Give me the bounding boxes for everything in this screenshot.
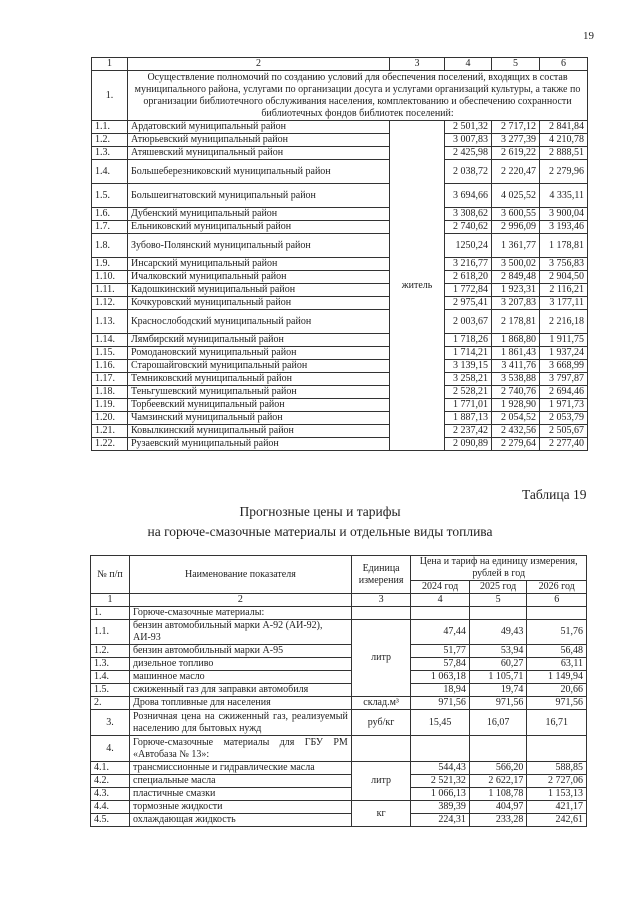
value-2025: 4 025,52 bbox=[492, 184, 540, 208]
table-number: Таблица 19 bbox=[522, 487, 587, 502]
table-row bbox=[92, 258, 588, 271]
value-2025: 60,27 bbox=[469, 658, 527, 671]
header-year: 2024 год bbox=[411, 581, 470, 594]
header-num: № п/п bbox=[91, 556, 130, 594]
value-2026: 2 727,06 bbox=[527, 775, 587, 788]
value-2024: 3 216,77 bbox=[445, 258, 492, 271]
value-2024: 1 718,26 bbox=[445, 334, 492, 347]
value-2026: 2 277,40 bbox=[540, 438, 588, 451]
table-row bbox=[92, 386, 588, 399]
row-name: Зубово-Полянский муниципальный район bbox=[128, 234, 390, 258]
row-name: Лямбирский муниципальный район bbox=[128, 334, 390, 347]
row-number: 1. bbox=[91, 607, 130, 620]
row-name: Теньгушевский муниципальный район bbox=[128, 386, 390, 399]
table-row bbox=[92, 347, 588, 360]
col-header: 5 bbox=[492, 58, 540, 71]
value-2024: 971,56 bbox=[411, 697, 470, 710]
value-2024: 1 714,21 bbox=[445, 347, 492, 360]
value-2025: 2 279,64 bbox=[492, 438, 540, 451]
table-subtitle: на горюче-смазочные материалы и отдельные виды топлива bbox=[147, 524, 493, 539]
value-2026: 1 971,73 bbox=[540, 399, 588, 412]
row-number: 1.1. bbox=[91, 620, 130, 645]
col-number: 5 bbox=[469, 594, 527, 607]
value-2026: 588,85 bbox=[527, 762, 587, 775]
value-2024: 389,39 bbox=[411, 801, 470, 814]
value-2026: 63,11 bbox=[527, 658, 587, 671]
table-row bbox=[92, 121, 588, 134]
value-2025: 2 432,56 bbox=[492, 425, 540, 438]
table-row bbox=[92, 360, 588, 373]
value-2024: 3 694,66 bbox=[445, 184, 492, 208]
value-2026: 421,17 bbox=[527, 801, 587, 814]
value-2025: 1 923,31 bbox=[492, 284, 540, 297]
fuel-prices-table bbox=[90, 555, 587, 827]
row-name: сжиженный газ для заправки автомобиля bbox=[130, 684, 352, 697]
row-name: Кадошкинский муниципальный район bbox=[128, 284, 390, 297]
value-2025: 566,20 bbox=[469, 762, 527, 775]
table-row bbox=[91, 684, 587, 697]
row-name: охлаждающая жидкость bbox=[130, 814, 352, 827]
row-name: Ельниковский муниципальный район bbox=[128, 221, 390, 234]
table-row bbox=[92, 284, 588, 297]
row-name: Краснослободский муниципальный район bbox=[128, 310, 390, 334]
row-number: 1.15. bbox=[92, 347, 128, 360]
row-name: Рузаевский муниципальный район bbox=[128, 438, 390, 451]
table-row bbox=[91, 620, 587, 645]
value-2026: 2 841,84 bbox=[540, 121, 588, 134]
row-number: 1.13. bbox=[92, 310, 128, 334]
row-number: 1.11. bbox=[92, 284, 128, 297]
row-number: 1.7. bbox=[92, 221, 128, 234]
value-2025: 3 207,83 bbox=[492, 297, 540, 310]
table-row bbox=[92, 147, 588, 160]
value-2026: 971,56 bbox=[527, 697, 587, 710]
row-name: Кочкуровский муниципальный район bbox=[128, 297, 390, 310]
value-2025: 1 928,90 bbox=[492, 399, 540, 412]
row-number: 1.22. bbox=[92, 438, 128, 451]
row-number: 1.16. bbox=[92, 360, 128, 373]
col-header: 1 bbox=[92, 58, 128, 71]
value-2025: 53,94 bbox=[469, 645, 527, 658]
value-2025: 971,56 bbox=[469, 697, 527, 710]
empty-cell bbox=[351, 736, 411, 762]
value-2025: 2 996,09 bbox=[492, 221, 540, 234]
table-row bbox=[91, 697, 587, 710]
row-number: 1.2. bbox=[91, 645, 130, 658]
col-header: 6 bbox=[540, 58, 588, 71]
row-number: 1.10. bbox=[92, 271, 128, 284]
table-row bbox=[92, 134, 588, 147]
table-row bbox=[91, 645, 587, 658]
row-name: дизельное топливо bbox=[130, 658, 352, 671]
row-name: Старошайговский муниципальный район bbox=[128, 360, 390, 373]
unit-cell: житель bbox=[390, 121, 445, 451]
row-name: машинное масло bbox=[130, 671, 352, 684]
value-2024: 224,31 bbox=[411, 814, 470, 827]
table-row bbox=[91, 788, 587, 801]
empty-cell bbox=[411, 736, 470, 762]
col-header: 2 bbox=[128, 58, 390, 71]
value-2026: 3 668,99 bbox=[540, 360, 588, 373]
row-number: 1.21. bbox=[92, 425, 128, 438]
row-number: 1.8. bbox=[92, 234, 128, 258]
value-2024: 2 501,32 bbox=[445, 121, 492, 134]
table-title: Прогнозные цены и тарифы bbox=[239, 504, 401, 519]
table-row bbox=[91, 775, 587, 788]
row-number: 4.2. bbox=[91, 775, 130, 788]
value-2025: 2 849,48 bbox=[492, 271, 540, 284]
value-2025: 49,43 bbox=[469, 620, 527, 645]
value-2026: 2 904,50 bbox=[540, 271, 588, 284]
value-2025: 3 600,55 bbox=[492, 208, 540, 221]
row-number: 1.3. bbox=[91, 658, 130, 671]
col-header: 4 bbox=[445, 58, 492, 71]
row-number: 1.4. bbox=[92, 160, 128, 184]
row-number: 1.6. bbox=[92, 208, 128, 221]
value-2026: 4 335,11 bbox=[540, 184, 588, 208]
value-2024: 3 007,83 bbox=[445, 134, 492, 147]
table-row bbox=[91, 710, 587, 736]
col-number: 1 bbox=[91, 594, 130, 607]
row-number: 4. bbox=[91, 736, 130, 762]
value-2025: 1 868,80 bbox=[492, 334, 540, 347]
value-2024: 2 090,89 bbox=[445, 438, 492, 451]
value-2025: 3 538,88 bbox=[492, 373, 540, 386]
page-number: 19 bbox=[583, 30, 594, 42]
table-row bbox=[92, 208, 588, 221]
section-row bbox=[91, 736, 587, 762]
value-2024: 1 772,84 bbox=[445, 284, 492, 297]
value-2024: 2 521,32 bbox=[411, 775, 470, 788]
value-2026: 2 279,96 bbox=[540, 160, 588, 184]
value-2024: 2 038,72 bbox=[445, 160, 492, 184]
row-number: 1.5. bbox=[92, 184, 128, 208]
value-2025: 1 108,78 bbox=[469, 788, 527, 801]
row-name: специальные масла bbox=[130, 775, 352, 788]
value-2024: 1 771,01 bbox=[445, 399, 492, 412]
table-row bbox=[92, 160, 588, 184]
value-2024: 1 066,13 bbox=[411, 788, 470, 801]
header-year: 2026 год bbox=[527, 581, 587, 594]
row-number: 1.1. bbox=[92, 121, 128, 134]
row-name: Ковылкинский муниципальный район bbox=[128, 425, 390, 438]
value-2026: 3 193,46 bbox=[540, 221, 588, 234]
row-number: 1.17. bbox=[92, 373, 128, 386]
row-name: Чамзинский муниципальный район bbox=[128, 412, 390, 425]
value-2025: 1 361,77 bbox=[492, 234, 540, 258]
row-name: Большеигнатовский муниципальный район bbox=[128, 184, 390, 208]
value-2025: 404,97 bbox=[469, 801, 527, 814]
row-name: Торбеевский муниципальный район bbox=[128, 399, 390, 412]
table-row bbox=[92, 297, 588, 310]
table-row bbox=[92, 438, 588, 451]
row-number: 1.4. bbox=[91, 671, 130, 684]
table-row bbox=[92, 310, 588, 334]
row-name: бензин автомобильный марки А-95 bbox=[130, 645, 352, 658]
value-2026: 2 216,18 bbox=[540, 310, 588, 334]
value-2026: 3 797,87 bbox=[540, 373, 588, 386]
value-2025: 2 622,17 bbox=[469, 775, 527, 788]
header-year: 2025 год bbox=[469, 581, 527, 594]
table-row bbox=[92, 271, 588, 284]
unit-cell: склад.м³ bbox=[351, 697, 411, 710]
row-number: 1.19. bbox=[92, 399, 128, 412]
row-name: Большеберезниковский муниципальный район bbox=[128, 160, 390, 184]
row-number: 4.5. bbox=[91, 814, 130, 827]
table-row bbox=[92, 412, 588, 425]
value-2026: 242,61 bbox=[527, 814, 587, 827]
table-row bbox=[91, 801, 587, 814]
header-unit: Единица измерения bbox=[351, 556, 411, 594]
empty-cell bbox=[469, 736, 527, 762]
row-name: Атяшевский муниципальный район bbox=[128, 147, 390, 160]
value-2025: 2 740,76 bbox=[492, 386, 540, 399]
value-2024: 2 975,41 bbox=[445, 297, 492, 310]
row-number: 2. bbox=[91, 697, 130, 710]
row-name: Ромодановский муниципальный район bbox=[128, 347, 390, 360]
table-row bbox=[92, 234, 588, 258]
row-number: 1.9. bbox=[92, 258, 128, 271]
col-number: 6 bbox=[527, 594, 587, 607]
value-2025: 2 717,12 bbox=[492, 121, 540, 134]
value-2024: 1 887,13 bbox=[445, 412, 492, 425]
value-2024: 2 618,20 bbox=[445, 271, 492, 284]
municipal-costs-table bbox=[91, 57, 588, 451]
col-number: 3 bbox=[351, 594, 411, 607]
row-number: 1.14. bbox=[92, 334, 128, 347]
value-2026: 3 756,83 bbox=[540, 258, 588, 271]
unit-cell: литр bbox=[351, 620, 411, 697]
row-name: бензин автомобильный марки А-92 (АИ-92), АИ-93 bbox=[130, 620, 352, 645]
value-2026: 2 053,79 bbox=[540, 412, 588, 425]
col-number: 4 bbox=[411, 594, 470, 607]
value-2024: 47,44 bbox=[411, 620, 470, 645]
value-2026: 1 178,81 bbox=[540, 234, 588, 258]
value-2024: 2 740,62 bbox=[445, 221, 492, 234]
value-2025: 1 105,71 bbox=[469, 671, 527, 684]
row-name: Горюче-смазочные материалы: bbox=[130, 607, 352, 620]
unit-cell: кг bbox=[351, 801, 411, 827]
row-name: Инсарский муниципальный район bbox=[128, 258, 390, 271]
section-text: Осуществление полномочий по созданию условий для обеспечения поселений, входящих в состав муниципального района, услугами по организации досуга и услугами организаций культуры, а также по организации библиотечного обслуживания населения, комплектованию и обеспечению сохранности библиотечных фондов библиотек поселений: bbox=[128, 71, 588, 121]
row-number: 1.2. bbox=[92, 134, 128, 147]
row-number: 1.3. bbox=[92, 147, 128, 160]
value-2025: 1 861,43 bbox=[492, 347, 540, 360]
row-name: тормозные жидкости bbox=[130, 801, 352, 814]
value-2024: 57,84 bbox=[411, 658, 470, 671]
value-2026: 1 149,94 bbox=[527, 671, 587, 684]
row-name: пластичные смазки bbox=[130, 788, 352, 801]
value-2025: 2 178,81 bbox=[492, 310, 540, 334]
empty-cell bbox=[527, 736, 587, 762]
value-2025: 3 500,02 bbox=[492, 258, 540, 271]
value-2024: 15,45 bbox=[411, 710, 470, 736]
value-2025: 3 411,76 bbox=[492, 360, 540, 373]
value-2026: 1 937,24 bbox=[540, 347, 588, 360]
table-row bbox=[92, 334, 588, 347]
header-name: Наименование показателя bbox=[130, 556, 352, 594]
col-number: 2 bbox=[130, 594, 352, 607]
row-number: 1.12. bbox=[92, 297, 128, 310]
table-row bbox=[91, 658, 587, 671]
value-2026: 1 153,13 bbox=[527, 788, 587, 801]
row-name: Розничная цена на сжиженный газ, реализуемый населению для бытовых нужд bbox=[130, 710, 352, 736]
value-2024: 544,43 bbox=[411, 762, 470, 775]
value-2026: 2 694,46 bbox=[540, 386, 588, 399]
row-name: Темниковский муниципальный район bbox=[128, 373, 390, 386]
unit-cell: руб/кг bbox=[351, 710, 411, 736]
table-row bbox=[92, 373, 588, 386]
row-number: 3. bbox=[91, 710, 130, 736]
value-2025: 3 277,39 bbox=[492, 134, 540, 147]
value-2025: 2 220,47 bbox=[492, 160, 540, 184]
value-2026: 2 116,21 bbox=[540, 284, 588, 297]
value-2026: 16,71 bbox=[527, 710, 587, 736]
value-2026: 2 888,51 bbox=[540, 147, 588, 160]
value-2026: 2 505,67 bbox=[540, 425, 588, 438]
unit-cell: литр bbox=[351, 762, 411, 801]
value-2024: 1250,24 bbox=[445, 234, 492, 258]
row-name: Горюче-смазочные материалы для ГБУ РМ «Автобаза № 13»: bbox=[130, 736, 352, 762]
value-2025: 2 054,52 bbox=[492, 412, 540, 425]
value-2024: 1 063,18 bbox=[411, 671, 470, 684]
row-number: 4.3. bbox=[91, 788, 130, 801]
table-row bbox=[92, 221, 588, 234]
value-2026: 3 177,11 bbox=[540, 297, 588, 310]
col-header: 3 bbox=[390, 58, 445, 71]
value-2025: 19,74 bbox=[469, 684, 527, 697]
header-price: Цена и тариф на единицу измерения, рублей в год bbox=[411, 556, 587, 581]
table-row bbox=[92, 425, 588, 438]
value-2026: 4 210,78 bbox=[540, 134, 588, 147]
value-2026: 56,48 bbox=[527, 645, 587, 658]
row-number: 1.5. bbox=[91, 684, 130, 697]
value-2026: 51,76 bbox=[527, 620, 587, 645]
row-name: Ичалковский муниципальный район bbox=[128, 271, 390, 284]
row-number: 4.4. bbox=[91, 801, 130, 814]
table-row bbox=[92, 399, 588, 412]
row-number: 1.18. bbox=[92, 386, 128, 399]
value-2024: 2 237,42 bbox=[445, 425, 492, 438]
table-row bbox=[91, 762, 587, 775]
value-2024: 51,77 bbox=[411, 645, 470, 658]
value-2024: 2 425,98 bbox=[445, 147, 492, 160]
value-2024: 3 258,21 bbox=[445, 373, 492, 386]
value-2024: 18,94 bbox=[411, 684, 470, 697]
value-2025: 233,28 bbox=[469, 814, 527, 827]
table-row bbox=[91, 814, 587, 827]
value-2026: 3 900,04 bbox=[540, 208, 588, 221]
row-name: Дрова топливные для населения bbox=[130, 697, 352, 710]
row-name: трансмиссионные и гидравлические масла bbox=[130, 762, 352, 775]
value-2026: 1 911,75 bbox=[540, 334, 588, 347]
row-number: 4.1. bbox=[91, 762, 130, 775]
value-2024: 2 528,21 bbox=[445, 386, 492, 399]
table-row bbox=[92, 184, 588, 208]
table-row bbox=[91, 671, 587, 684]
row-number: 1.20. bbox=[92, 412, 128, 425]
row-name: Ардатовский муниципальный район bbox=[128, 121, 390, 134]
value-2024: 2 003,67 bbox=[445, 310, 492, 334]
row-name: Атюрьевский муниципальный район bbox=[128, 134, 390, 147]
value-2024: 3 139,15 bbox=[445, 360, 492, 373]
row-name: Дубенский муниципальный район bbox=[128, 208, 390, 221]
value-2024: 3 308,62 bbox=[445, 208, 492, 221]
section-number: 1. bbox=[92, 71, 128, 121]
value-2025: 2 619,22 bbox=[492, 147, 540, 160]
value-2025: 16,07 bbox=[469, 710, 527, 736]
value-2026: 20,66 bbox=[527, 684, 587, 697]
